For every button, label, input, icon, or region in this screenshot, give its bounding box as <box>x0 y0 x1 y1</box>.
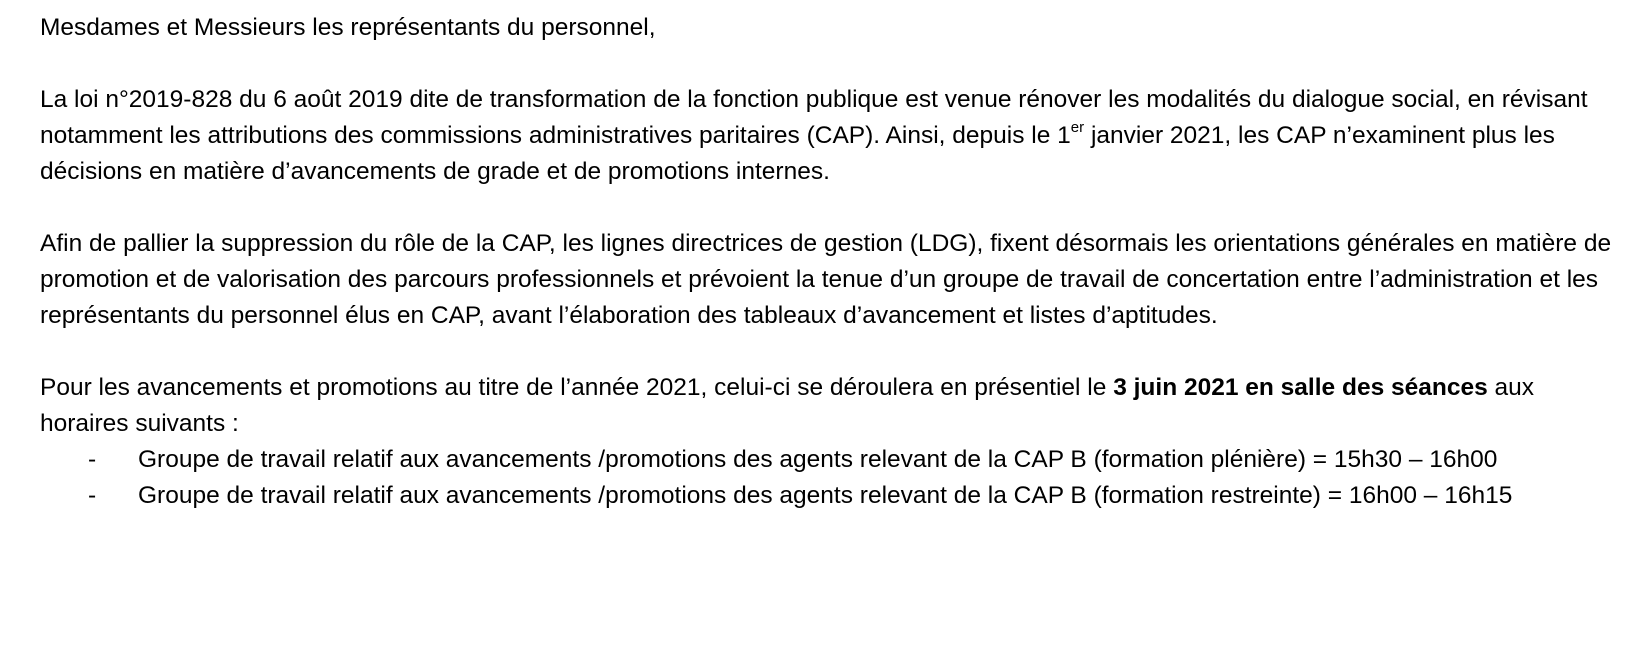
schedule-item-text: Groupe de travail relatif aux avancements /promotions des agents relevant de la CAP B (formation restreinte) = 16h00 – 16h15 <box>138 482 1513 509</box>
paragraph-law-text-start: La loi n°2019-828 du 6 août 2019 dite de transformation de la fonction publique est venue rénover les modalités du dialogue social, en révisant notamment les attributions des commissions administratives paritaires (CAP). Ainsi, depuis le 1 <box>40 86 1588 149</box>
paragraph-meeting-text-start: Pour les avancements et promotions au titre de l’année 2021, celui-ci se déroulera en présentiel le <box>40 374 1114 401</box>
paragraph-law-text-end: janvier 2021, les CAP n’examinent plus les décisions en matière d’avancements de grade et de promotions internes. <box>40 122 1555 185</box>
paragraph-meeting-text-end: aux horaires suivants : <box>40 374 1535 437</box>
paragraph-ldg: Afin de pallier la suppression du rôle de la CAP, les lignes directrices de gestion (LDG), fixent désormais les orientations générales en matière de promotion et de valorisation des parcours professionnels et prévoient la tenue d’un groupe de travail de concertation entre l’administration et les représentants du personnel élus en CAP, avant l’élaboration des tableaux d’avancement et listes d’aptitudes. <box>40 230 1612 329</box>
bullet-dash: - <box>88 482 97 509</box>
schedule-list <box>40 442 1620 514</box>
ordinal-superscript: er <box>1070 119 1085 136</box>
bullet-dash: - <box>88 446 97 473</box>
meeting-date-location: 3 juin 2021 en salle des séances <box>1113 374 1488 401</box>
letter-body <box>40 10 1620 514</box>
paragraph-law-context <box>40 82 1620 190</box>
schedule-item-text: Groupe de travail relatif aux avancements /promotions des agents relevant de la CAP B (formation plénière) = 15h30 – 16h00 <box>138 446 1498 473</box>
list-item <box>40 478 1620 514</box>
paragraph-meeting <box>40 370 1620 442</box>
salutation: Mesdames et Messieurs les représentants du personnel, <box>40 14 656 41</box>
list-item <box>40 442 1620 478</box>
